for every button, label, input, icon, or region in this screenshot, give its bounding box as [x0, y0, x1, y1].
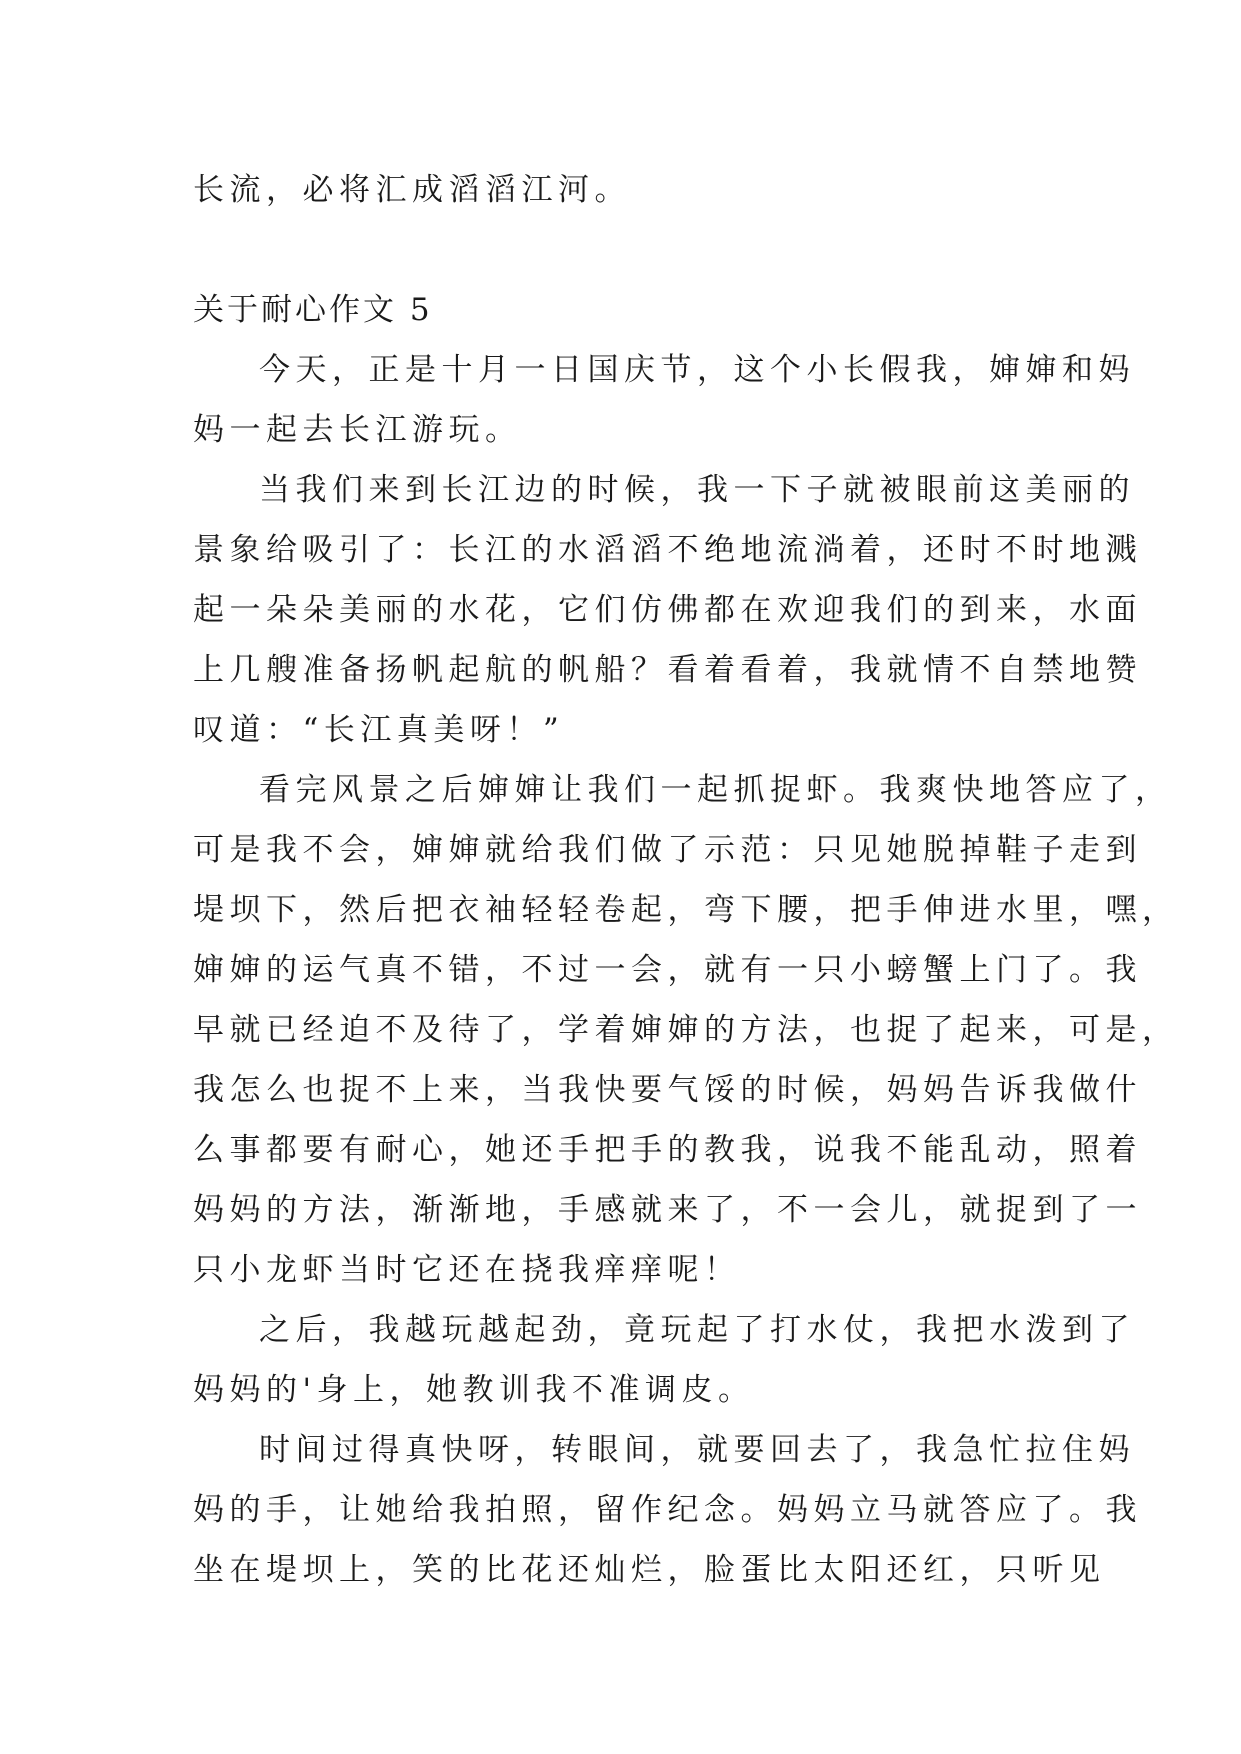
- text-line: 妈的手，让她给我拍照，留作纪念。妈妈立马就答应了。我: [193, 1492, 1142, 1528]
- text-line: 么事都要有耐心，她还手把手的教我，说我不能乱动，照着: [193, 1132, 1142, 1168]
- text-line: 妈妈的方法，渐渐地，手感就来了，不一会儿，就捉到了一: [193, 1192, 1142, 1228]
- paragraph-start: 之后，我越玩越起劲，竟玩起了打水仗，我把水泼到了: [259, 1312, 1135, 1348]
- text-line: 叹道：“长江真美呀！”: [193, 712, 565, 748]
- text-line: 起一朵朵美丽的水花，它们仿佛都在欢迎我们的到来，水面: [193, 592, 1142, 628]
- text-line: 长流，必将汇成滔滔江河。: [193, 172, 631, 208]
- text-line: 妈一起去长江游玩。: [193, 412, 522, 448]
- text-line: 我怎么也捉不上来，当我快要气馁的时候，妈妈告诉我做什: [193, 1072, 1142, 1108]
- essay-body: [193, 160, 1179, 1600]
- text-line: 妈妈的'身上，她教训我不准调皮。: [193, 1372, 755, 1408]
- text-line: 可是我不会，婶婶就给我们做了示范：只见她脱掉鞋子走到: [193, 832, 1142, 868]
- text-line: 上几艘准备扬帆起航的帆船？看着看着，我就情不自禁地赞: [193, 652, 1142, 688]
- paragraph-start: 时间过得真快呀，转眼间，就要回去了，我急忙拉住妈: [259, 1432, 1135, 1468]
- text-line: 婶婶的运气真不错，不过一会，就有一只小螃蟹上门了。我: [193, 952, 1142, 988]
- paragraph-start: 看完风景之后婶婶让我们一起抓捉虾。我爽快地答应了，: [259, 772, 1172, 808]
- text-line: 景象给吸引了：长江的水滔滔不绝地流淌着，还时不时地溅: [193, 532, 1142, 568]
- text-line: 坐在堤坝上，笑的比花还灿烂，脸蛋比太阳还红，只听见: [193, 1552, 1106, 1588]
- paragraph-start: 今天，正是十月一日国庆节，这个小长假我，婶婶和妈: [259, 352, 1135, 388]
- paragraph-start: 当我们来到长江边的时候，我一下子就被眼前这美丽的: [259, 472, 1135, 508]
- paragraph-gap: [193, 220, 1051, 280]
- text-line: 早就已经迫不及待了，学着婶婶的方法，也捉了起来，可是，: [193, 1012, 1179, 1048]
- essay-title: 关于耐心作文 5: [193, 292, 433, 328]
- text-line: 只小龙虾当时它还在挠我痒痒呢！: [193, 1252, 741, 1288]
- text-line: 堤坝下，然后把衣袖轻轻卷起，弯下腰，把手伸进水里，嘿，: [193, 892, 1179, 928]
